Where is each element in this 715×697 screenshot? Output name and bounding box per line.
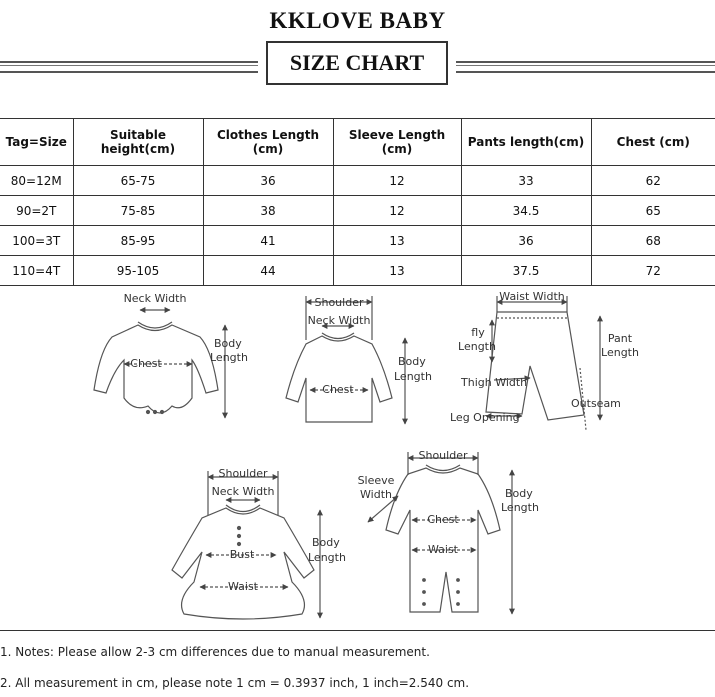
dress-body-label: Body	[312, 536, 340, 549]
romper-shoulder-label: Shoulder	[418, 449, 468, 462]
table-cell: 100=3T	[0, 226, 73, 256]
pants-pant-label: Pant	[607, 332, 633, 345]
table-cell: 41	[203, 226, 333, 256]
pants-leg-label: Leg Opening	[450, 411, 520, 424]
romper-chest-label: Chest	[427, 513, 459, 526]
bodysuit-neck-label: Neck Width	[123, 292, 187, 305]
shirt-shoulder-label: Shoulder	[314, 296, 364, 309]
shirt-neck-label: Neck Width	[307, 314, 371, 327]
col-header-clothes-length: Clothes Length (cm)	[203, 119, 333, 166]
romper-body-label: Body	[505, 487, 533, 500]
table-cell: 90=2T	[0, 196, 73, 226]
table-cell: 65	[591, 196, 715, 226]
pants-length-label: Length	[601, 346, 639, 359]
table-cell: 85-95	[73, 226, 203, 256]
col-header-chest: Chest (cm)	[591, 119, 715, 166]
pants-fly-length-label: Length	[458, 340, 496, 353]
pants-thigh-label: Thigh Width	[461, 376, 528, 389]
pants-waist-label: Waist Width	[499, 290, 565, 303]
col-header-sleeve-length: Sleeve Length (cm)	[333, 119, 461, 166]
table-cell: 68	[591, 226, 715, 256]
table-cell: 75-85	[73, 196, 203, 226]
table-cell: 34.5	[461, 196, 591, 226]
table-cell: 36	[461, 226, 591, 256]
shirt-chest-label: Chest	[322, 383, 354, 396]
brand-title: KKLOVE BABY	[269, 8, 446, 33]
dress-shoulder-label: Shoulder	[218, 467, 268, 480]
table-cell: 38	[203, 196, 333, 226]
pants-fly-label: fly	[471, 326, 485, 339]
size-chart-title: SIZE CHART	[266, 41, 448, 85]
table-row	[0, 166, 715, 196]
dress-waist-label: Waist	[227, 580, 259, 593]
note-2: 2. All measurement in cm, please note 1 cm = 0.3937 inch, 1 inch=2.540 cm.	[0, 676, 470, 690]
table-row	[0, 256, 715, 286]
title-rule-left	[0, 61, 258, 73]
table-cell: 13	[333, 256, 461, 286]
shirt-body-label: Body	[398, 355, 426, 368]
pants-outseam-label: Outseam	[571, 397, 621, 410]
romper-waist-label: Waist	[427, 543, 459, 556]
table-cell: 44	[203, 256, 333, 286]
table-header-row	[0, 119, 715, 166]
note-1: 1. Notes: Please allow 2-3 cm differences due to manual measurement.	[0, 645, 430, 659]
col-header-pants-length: Pants length(cm)	[461, 119, 591, 166]
notes-divider	[0, 630, 715, 631]
romper-width-label: Width	[360, 488, 392, 501]
col-header-tag-size: Tag=Size	[0, 119, 73, 166]
bodysuit-body-label: Body	[214, 337, 242, 350]
table-cell: 65-75	[73, 166, 203, 196]
dress-bust-label: Bust	[229, 548, 255, 561]
table-cell: 110=4T	[0, 256, 73, 286]
table-cell: 36	[203, 166, 333, 196]
table-cell: 12	[333, 166, 461, 196]
bodysuit-length-label: Length	[210, 351, 248, 364]
table-row	[0, 226, 715, 256]
table-cell: 12	[333, 196, 461, 226]
title-rule-right	[456, 61, 715, 73]
table-cell: 80=12M	[0, 166, 73, 196]
romper-length-label: Length	[501, 501, 539, 514]
table-cell: 62	[591, 166, 715, 196]
measurement-diagrams	[0, 287, 715, 627]
romper-sleeve-label: Sleeve	[357, 474, 395, 487]
col-header-height: Suitable height(cm)	[73, 119, 203, 166]
bodysuit-chest-label: Chest	[130, 357, 162, 370]
dress-neck-label: Neck Width	[211, 485, 275, 498]
table-cell: 33	[461, 166, 591, 196]
table-cell: 13	[333, 226, 461, 256]
table-cell: 95-105	[73, 256, 203, 286]
size-table	[0, 118, 715, 286]
dress-length-label: Length	[308, 551, 346, 564]
table-row	[0, 196, 715, 226]
table-cell: 37.5	[461, 256, 591, 286]
table-cell: 72	[591, 256, 715, 286]
shirt-length-label: Length	[394, 370, 432, 383]
